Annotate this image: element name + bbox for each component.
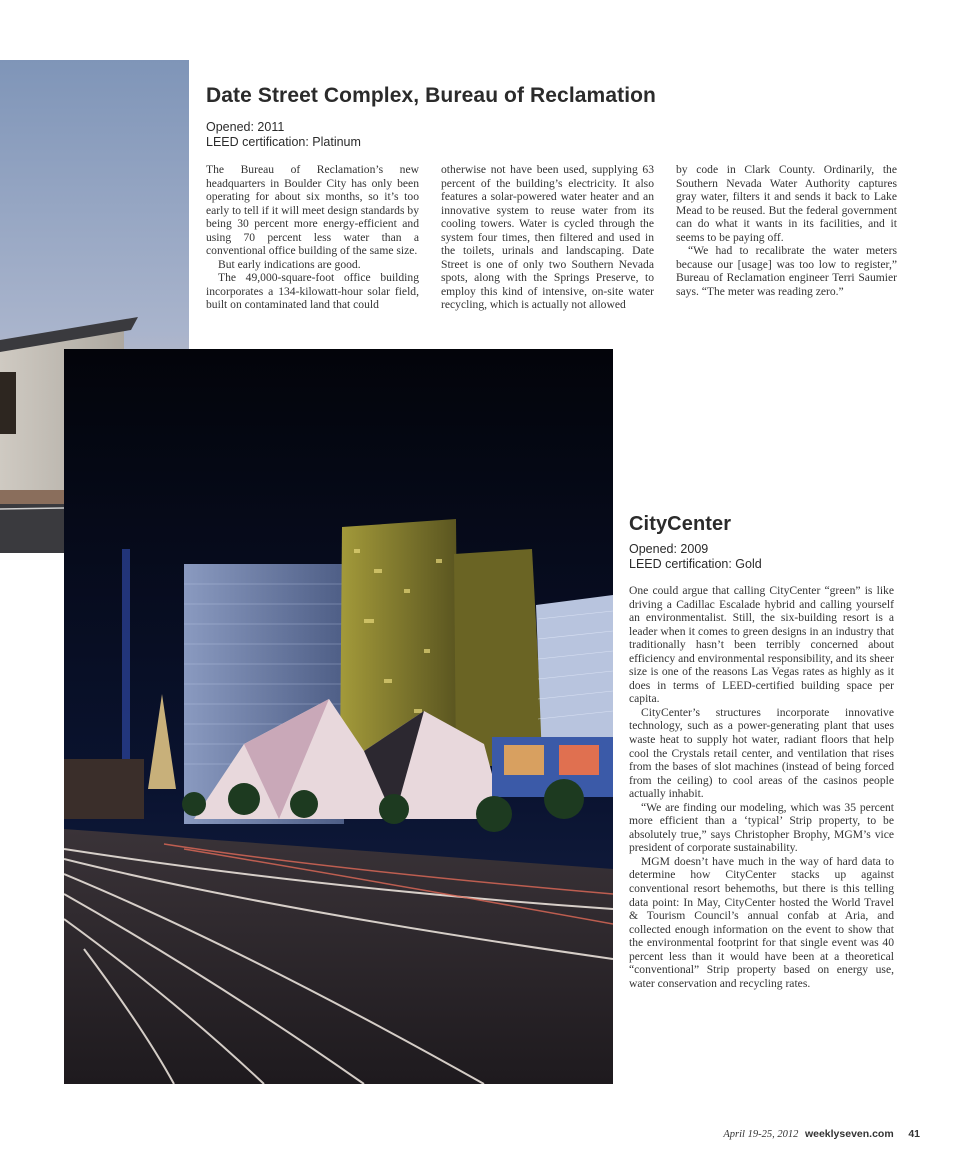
issue-date: April 19-25, 2012	[723, 1129, 799, 1140]
citycenter-night-photo	[64, 349, 613, 1084]
paragraph: “We are finding our modeling, which was 35 percent more efficient than a ‘typical’ Strip property, to be absolutely true,” says Christopher Brophy, MGM’s vice president of corporate sustainability.	[629, 800, 894, 855]
opened-year: Opened: 2009	[629, 542, 709, 556]
website-link[interactable]: weeklyseven.com	[804, 1128, 894, 1140]
paragraph: CityCenter’s structures incorporate innovative technology, such as a power-generating plant that uses waste heat to supply hot water, radiant floors that help cool the Crystals retail center, and ventilation that rises from the bases of slot machines (instead of being forced from the ceiling) to cool areas of the casinos people actually inhabit.	[629, 705, 894, 801]
leed-certification: LEED certification: Gold	[629, 557, 762, 571]
paragraph: otherwise not have been used, supplying 63 percent of the building’s electricity. It also features a solar-powered water heater and an innovative system to reuse water from its cooling towers. Water is cycled through the system four times, then filtered and used in the toilets, urinals and landscaping. Date Street is one of only two Southern Nevada spots, along with the Springs Preserve, to employ this kind of intensive, on-site water recycling, which is actually not allowed	[441, 163, 654, 312]
paragraph: The 49,000-square-foot office building incorporates a 134-kilowatt-hour solar field, built on contaminated land that could	[206, 271, 419, 312]
article-meta	[206, 120, 361, 150]
body-column-3	[676, 163, 897, 298]
paragraph: MGM doesn’t have much in the way of hard data to determine how CityCenter stacks up against conventional resort behemoths, but there is this telling data point: In May, CityCenter hosted the World Travel & Tourism Council’s annual confab at Aria, and collected enough information on the event to show that the environmental footprint for that single event was 40 percent less than it would have been at a theoretical “conventional” Strip property based on energy use, water conservation and recycling rates.	[629, 854, 894, 990]
paragraph: But early indications are good.	[218, 257, 361, 271]
paragraph: The Bureau of Reclamation’s new headquarters in Boulder City has only been operating for about six months, so it’s too early to tell if it will meet design standards by being 30 percent more energy-efficient and using 70 percent less water than a conventional office building of the same size.	[206, 163, 419, 258]
article-title: CityCenter	[629, 513, 732, 535]
body-column-1	[206, 163, 419, 312]
body-column-2	[441, 163, 654, 312]
opened-year: Opened: 2011	[206, 120, 285, 134]
page-number: 41	[908, 1128, 920, 1140]
paragraph: One could argue that calling CityCenter “green” is like driving a Cadillac Escalade hybrid and calling yourself an environmentalist. Still, the six-building resort is a leader when it comes to green designs in an industry that traditionally hasn’t been terribly concerned about efficiency and environmental responsibility, and its sheer size is one of the reasons Las Vegas rates as highly as it does in terms of LEED-certified building space per capita.	[629, 584, 894, 706]
page-footer	[723, 1128, 920, 1140]
paragraph: by code in Clark County. Ordinarily, the Southern Nevada Water Authority captures gray water, filters it and sends it back to Lake Mead to be reused. But the federal government can do what it wants in its facilities, and it seems to be paying off.	[676, 163, 897, 244]
article-title: Date Street Complex, Bureau of Reclamation	[206, 84, 656, 107]
article-meta	[629, 542, 762, 572]
body-column-citycenter	[629, 584, 894, 990]
paragraph: “We had to recalibrate the water meters because our [usage] was too low to register,” Bureau of Reclamation engineer Terri Saumier says. “The meter was reading zero.”	[676, 244, 897, 298]
leed-certification: LEED certification: Platinum	[206, 135, 361, 149]
